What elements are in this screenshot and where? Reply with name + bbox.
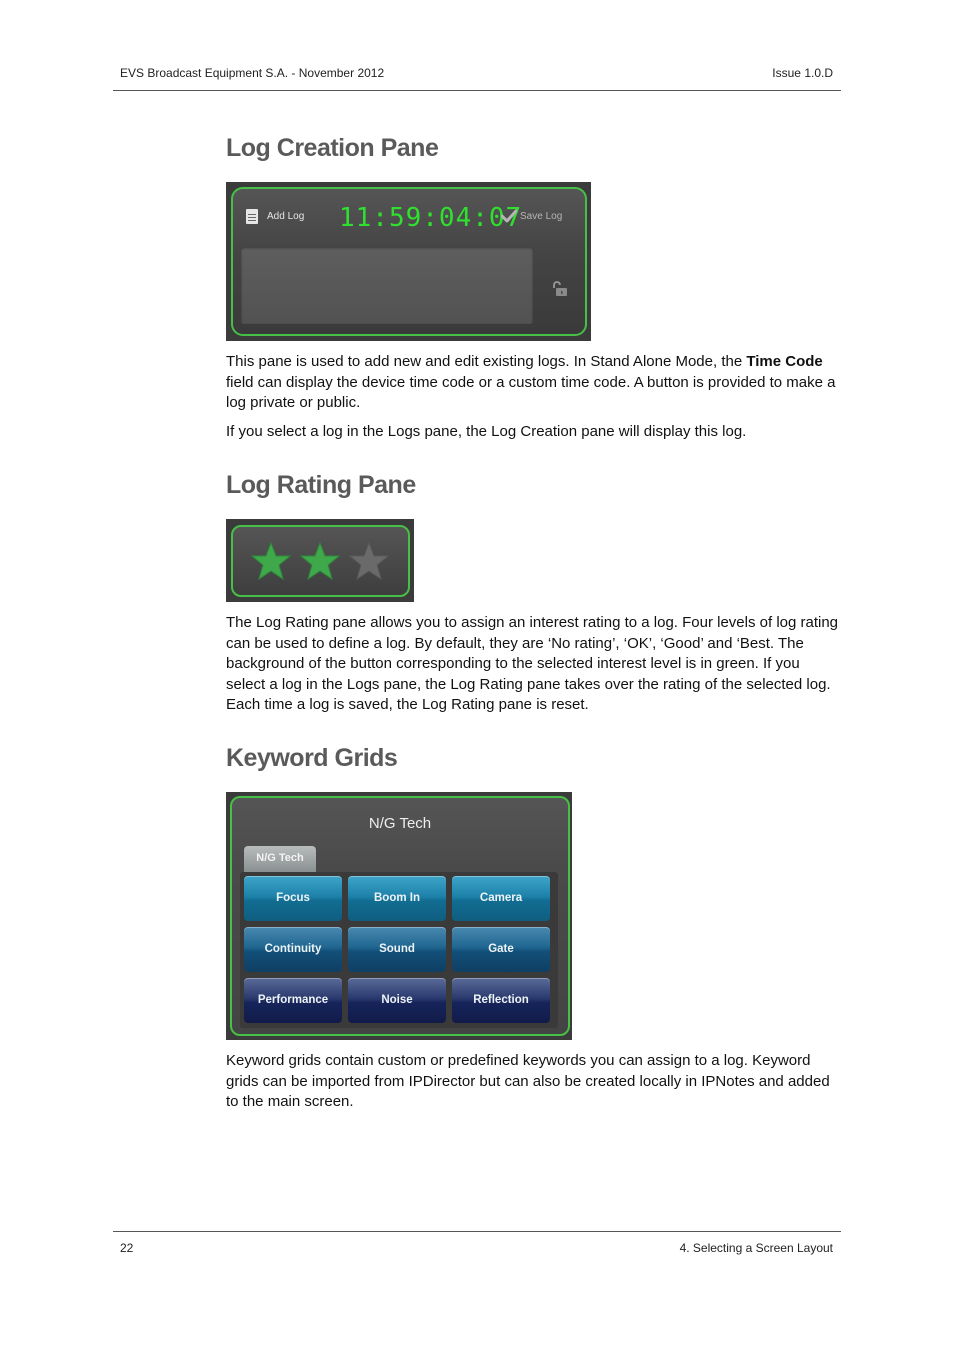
keyword-button-gate[interactable]: Gate (452, 927, 550, 972)
keyword-button-boom-in[interactable]: Boom In (348, 876, 446, 921)
timecode-display[interactable]: 11:59:04:07 (339, 203, 523, 233)
add-log-button[interactable]: Add Log (267, 211, 305, 222)
save-log-button[interactable]: Save Log (520, 211, 563, 222)
time-code-term: Time Code (746, 353, 823, 370)
tab-ng-tech[interactable]: N/G Tech (244, 846, 316, 872)
log-rating-panel (231, 525, 410, 597)
log-rating-screenshot (226, 519, 414, 602)
footer-chapter: 4. Selecting a Screen Layout (679, 1241, 833, 1255)
star-3-icon[interactable] (349, 541, 389, 581)
unlock-icon[interactable] (551, 281, 569, 297)
log-creation-panel (231, 187, 587, 336)
log-text-field[interactable] (241, 247, 533, 324)
header-right: Issue 1.0.D (772, 66, 833, 80)
keyword-button-continuity[interactable]: Continuity (244, 927, 342, 972)
keyword-grid-screenshot (226, 792, 572, 1040)
header-rule (113, 90, 841, 91)
star-2-icon[interactable] (300, 541, 340, 581)
log-creation-screenshot (226, 182, 591, 341)
keyword-button-focus[interactable]: Focus (244, 876, 342, 921)
keyword-grid-title: N/G Tech (368, 815, 432, 832)
keyword-grids-heading: Keyword Grids (226, 744, 398, 772)
keyword-button-reflection[interactable]: Reflection (452, 978, 550, 1023)
star-1-icon[interactable] (251, 541, 291, 581)
keyword-grid-panel (230, 796, 570, 1036)
keyword-grids-paragraph: Keyword grids contain custom or predefined keywords you can assign to a log. Keyword grids can be imported from IPDirector but can also be created locally in IPNotes and added to the main screen. (226, 1052, 830, 1110)
log-creation-paragraph-2: If you select a log in the Logs pane, the Log Creation pane will display this log. (226, 423, 747, 440)
keyword-button-performance[interactable]: Performance (244, 978, 342, 1023)
log-creation-paragraph-1: This pane is used to add new and edit existing logs. In Stand Alone Mode, the Time Code field can display the device time code or a custom time code. A button is provided to make a log private or public. (226, 353, 836, 411)
log-creation-heading: Log Creation Pane (226, 134, 439, 162)
page-number: 22 (120, 1241, 134, 1255)
footer-rule (113, 1231, 841, 1232)
log-rating-paragraph: The Log Rating pane allows you to assign an interest rating to a log. Four levels of log rating can be used to define a log. By default, they are ‘No rating’, ‘OK’, ‘Good’ and ‘Best. The background of the button corresponding to the selected interest level is in green. If you select a log in the Logs pane, the Log Rating pane takes over the rating of the selected log. Each time a log is saved, the Log Rating pane is reset. (226, 614, 839, 713)
keyword-button-camera[interactable]: Camera (452, 876, 550, 921)
keyword-button-grid (240, 872, 558, 1028)
header-left: EVS Broadcast Equipment S.A. - November 2012 (120, 66, 385, 80)
checkmark-icon[interactable] (501, 209, 517, 223)
document-icon[interactable] (246, 209, 258, 224)
keyword-button-sound[interactable]: Sound (348, 927, 446, 972)
keyword-button-noise[interactable]: Noise (348, 978, 446, 1023)
log-rating-heading: Log Rating Pane (226, 471, 416, 499)
